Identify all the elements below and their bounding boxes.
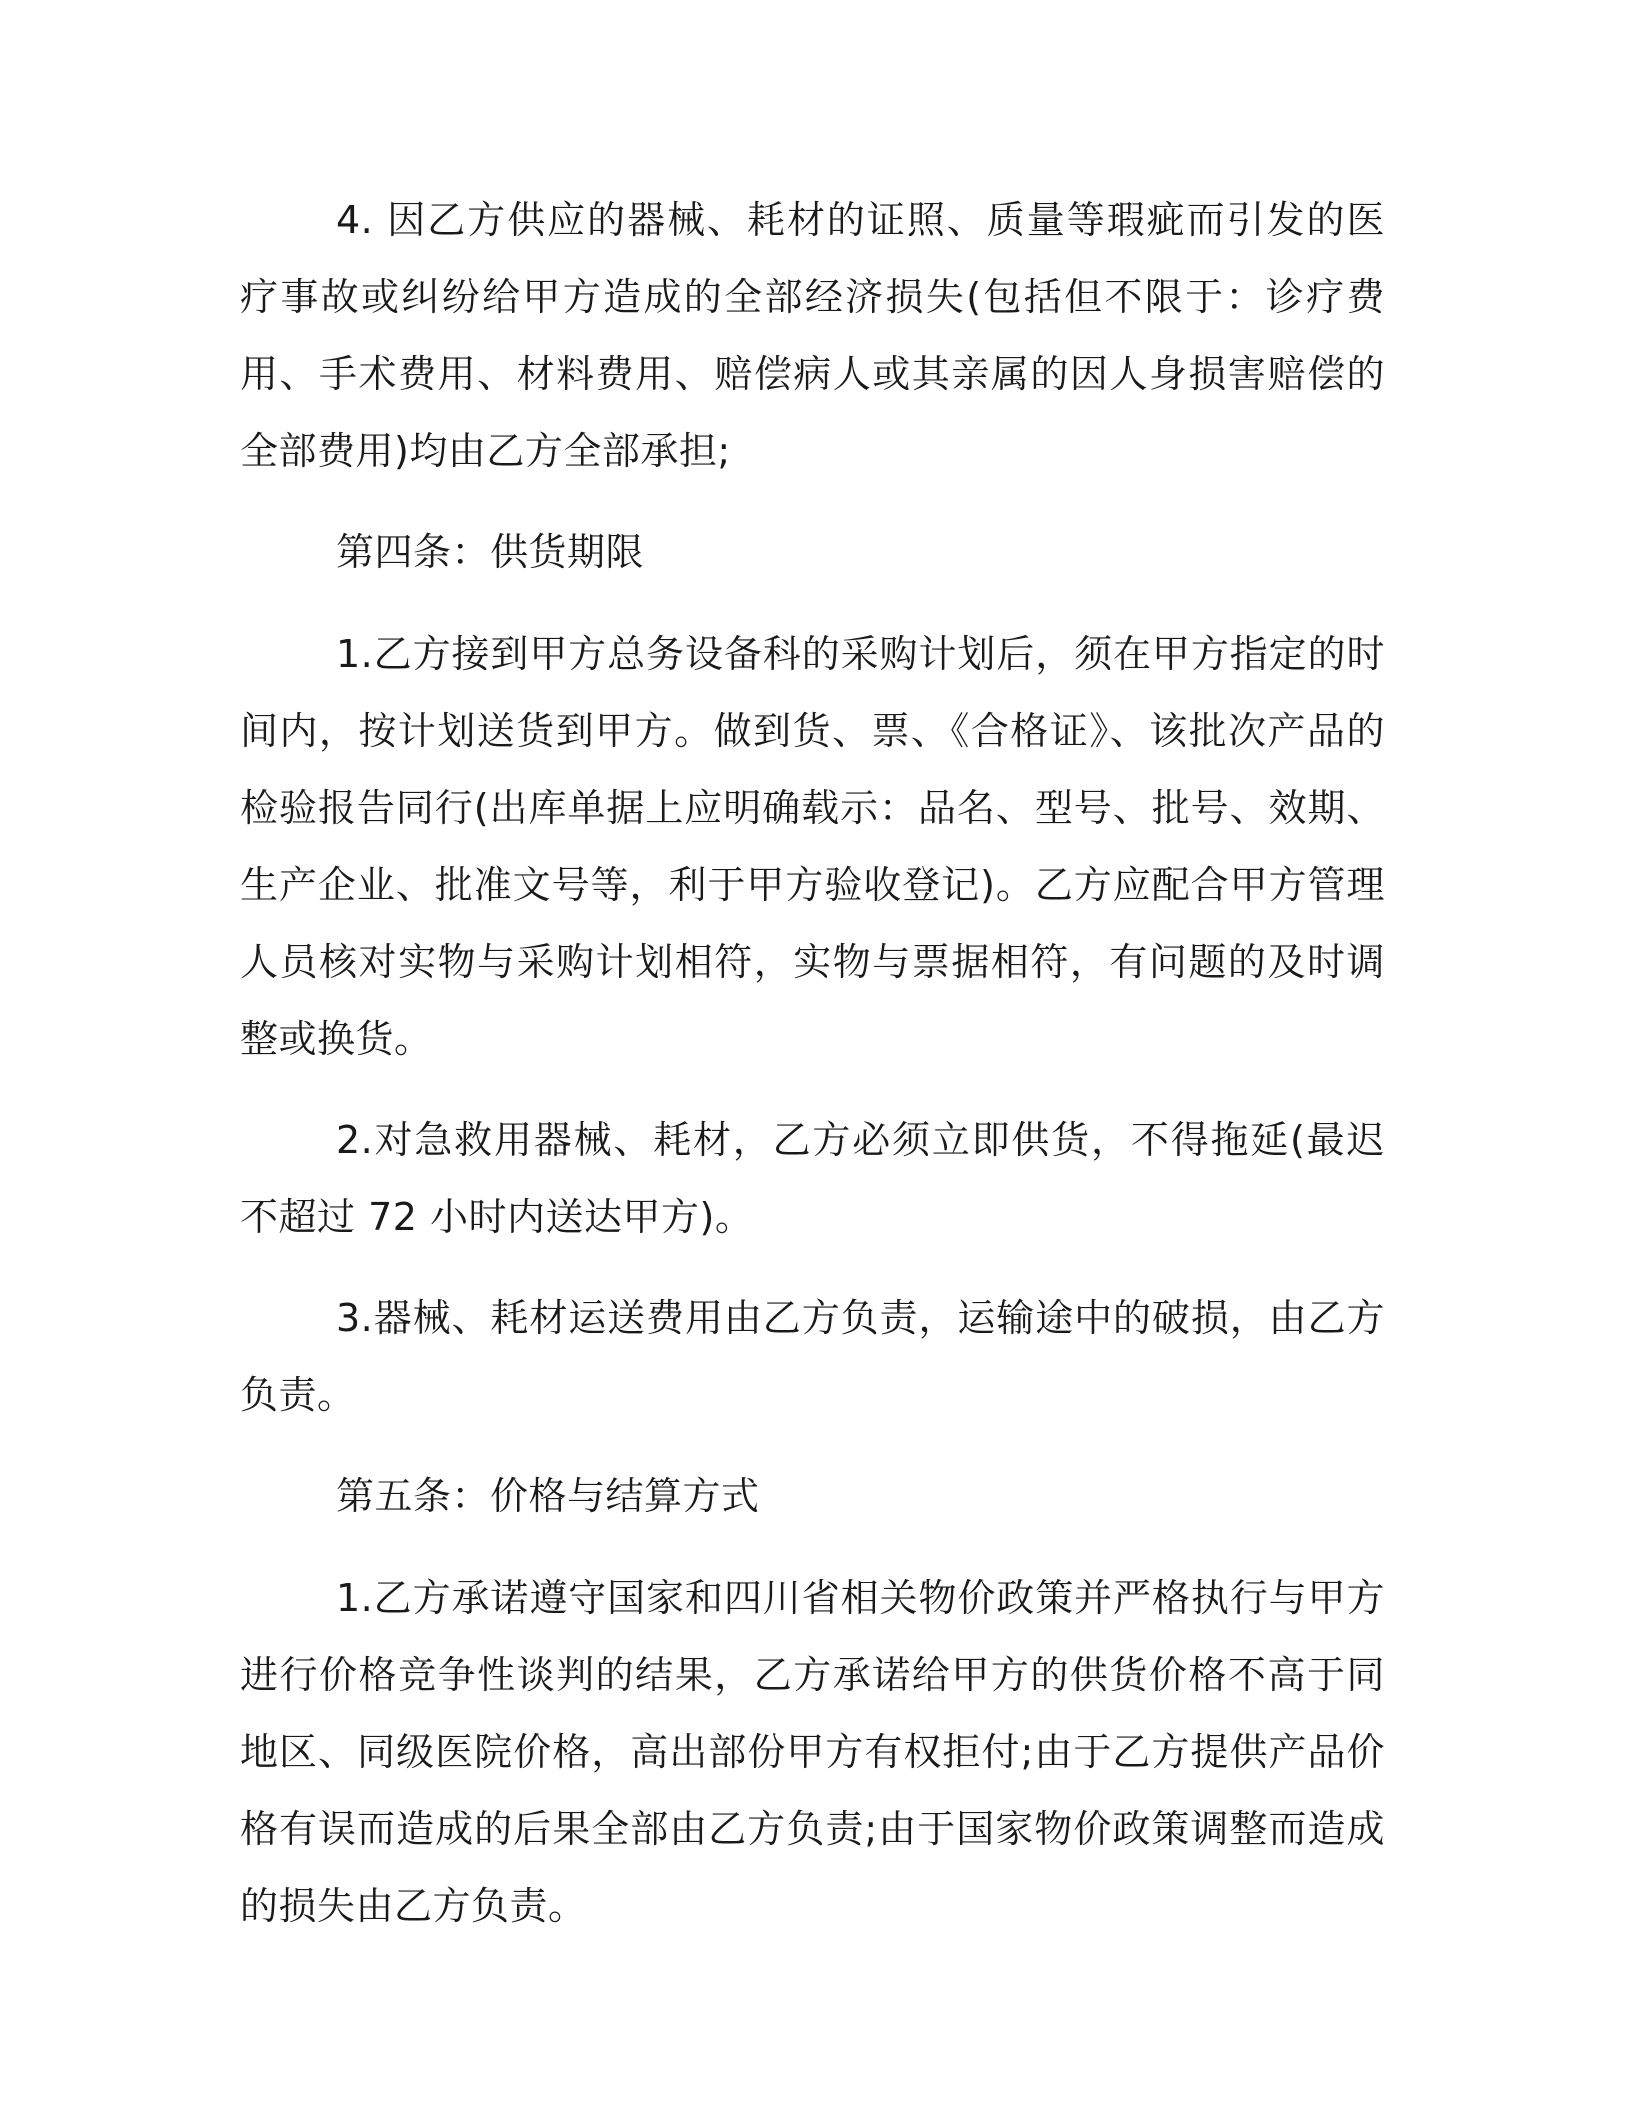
article-4-item-3: 3.器械、耗材运送费用由乙方负责，运输途中的破损，由乙方负责。 [240,1296,1385,1417]
article-5-item-1: 1.乙方承诺遵守国家和四川省相关物价政策并严格执行与甲方进行价格竞争性谈判的结果，乙方承诺给甲方的供货价格不高于同地区、同级医院价格，高出部份甲方有权拒付;由于乙方提供产品价格有误而造成的后果全部由乙方负责;由于国家物价政策调整而造成的损失由乙方负责。 [240,1576,1385,1928]
article-4-heading: 第四条：供货期限 [336,530,645,574]
document-body [240,182,1385,1969]
clause-3-item-4: 4. 因乙方供应的器械、耗材的证照、质量等瑕疵而引发的医疗事故或纠纷给甲方造成的全部经济损失(包括但不限于：诊疗费用、手术费用、材料费用、赔偿病人或其亲属的因人身损害赔偿的全部费用)均由乙方全部承担; [240,198,1385,473]
article-5-heading: 第五条：价格与结算方式 [336,1474,760,1518]
article-4-item-1: 1.乙方接到甲方总务设备科的采购计划后，须在甲方指定的时间内，按计划送货到甲方。做到货、票、《合格证》、该批次产品的检验报告同行(出库单据上应明确载示：品名、型号、批号、效期、生产企业、批准文号等，利于甲方验收登记)。乙方应配合甲方管理人员核对实物与采购计划相符，实物与票据相符，有问题的及时调整或换货。 [240,632,1385,1061]
article-4-item-2: 2.对急救用器械、耗材，乙方必须立即供货，不得拖延(最迟不超过 72 小时内送达甲方)。 [240,1118,1385,1239]
